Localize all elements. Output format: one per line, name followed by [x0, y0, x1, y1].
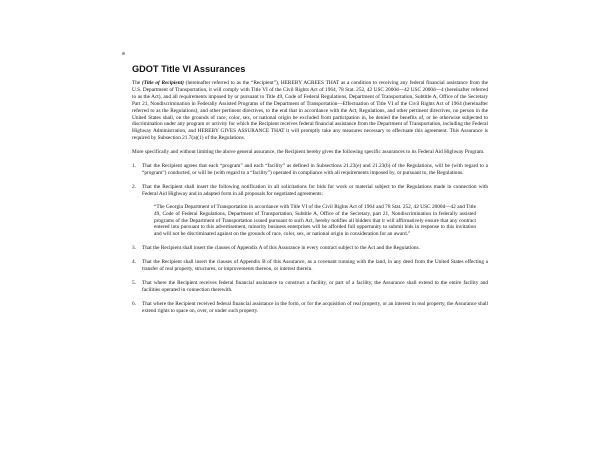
item-text: That the Recipient shall insert the clauses of Appendix B of this Assurance, as a covenant running with the land, in any deed from the United States effecting a transfer of real property, structures, or improvements thereon, or interest therein. [142, 259, 488, 273]
item-text: That the Recipient agrees that each “program” and each “facility” as defined in Subsections 21.23(e) and 21.23(b) of the Regulations, will be (with regard to a “program”) conducted, or will be (with regard to a “facility”) operated in compliance with all requirements imposed by, or pursuant to, the Regulations. [142, 163, 488, 176]
list-item [132, 280, 488, 294]
item-number: 2. [132, 183, 136, 190]
item-number: 3. [132, 245, 136, 252]
item-number: 6. [132, 300, 136, 307]
intro-prefix: The [132, 80, 143, 86]
list-item [132, 163, 488, 177]
item-text: That the Recipient shall insert the clauses of Appendix A of this Assurance in every contract subject to the Act and the Regulations. [142, 245, 420, 252]
item-text: That where the Recipient receives federal financial assistance to construct a facility, or part of a facility, the Assurance shall extend to the entire facility and facilities operated in connection therewith. [142, 279, 488, 293]
item-text: That the Recipient shall insert the following notification in all solicitations for bids for work or material subject to the Regulations made in connection with Federal Aid Highway and in adapted form in all proposals for negotiated agreements: [142, 183, 488, 197]
notification-quote: “The Georgia Department of Transportation in accordance with Title VI of the Civil Rights Act of 1964 and 78 Stat. 252, 42 USC 2000d—42 and Title 49, Code of Federal Regulations, Department of Transportation, Subtitle A, Office of the Secretary, part 21, Nondiscrimination in federally assisted programs of the Department of Transportation issued pursuant to such Act, hereby notifies all bidders that it will affirmatively ensure that any contract entered into pursuant to this advertisement, minority business enterprises will be afforded full opportunity to submit bids in response to this invitation and will not be discriminated against on the grounds of race, color, sex, or national origin in consideration for an award.” [154, 203, 476, 238]
list-item [132, 245, 488, 252]
intro-text: (hereinafter referred to as the “Recipient”), HEREBY AGREES THAT as a condition to receiving any federal financial assistance from the U.S. Department of Transportation, it will comply with Title VI of the Civil Rights Act of 1964, 78 Stat. 252, 42 USC 2000d—42 USC 2000d—4 (hereinafter referred to as the Act), and all requirements imposed by or pursuant to Title 49, Code of Federal Regulations, Department of Transportation, Subtitle A, Office of the Secretary Part 21, Nondiscrimination in Federally Assisted Programs of the Department of Transportation—Effectuation of Title VI of the Civil Rights Act of 1964 (hereinafter referred to as the Regulations), and other pertinent directives, to the end that in accordance with the Act, Regulations, and other pertinent directives, no person in the United States shall, on the grounds of race, color, sex, or national origin be excluded from participation in, be denied the benefits of, or be otherwise subjected to discrimination under any program or activity for which the Recipient receives federal financial assistance from the Department of Transportation, including the Federal Highway Administration, and HEREBY GIVES ASSURANCE THAT it will promptly take any measures necessary to effectuate this agreement. This Assurance is required by Subsection 21.7(a)(1) of the Regulations. [132, 80, 488, 142]
item-number: 5. [132, 279, 136, 286]
intro-paragraph [132, 80, 488, 142]
document-title: GDOT Title VI Assurances [132, 64, 246, 74]
list-item [132, 301, 488, 315]
recipient-placeholder: (Title of Recipient) [142, 80, 184, 86]
document-body [132, 64, 488, 322]
item-number: 4. [132, 259, 136, 266]
specific-assurances-paragraph: More specifically and without limiting the above general assurance, the Recipient hereby gives the following specific assurances to its Federal Aid Highway Program. [132, 149, 485, 156]
scan-dot-mark [122, 52, 125, 55]
list-item [132, 259, 488, 273]
list-item [132, 184, 488, 238]
item-number: 1. [132, 163, 136, 170]
item-text: That where the Recipient received federal financial assistance in the form, or for the acquisition of real property, or an interest in real property, the Assurance shall extend rights to space on, over, or under such property. [142, 300, 488, 314]
item-body [142, 184, 488, 238]
assurance-list [132, 163, 488, 315]
